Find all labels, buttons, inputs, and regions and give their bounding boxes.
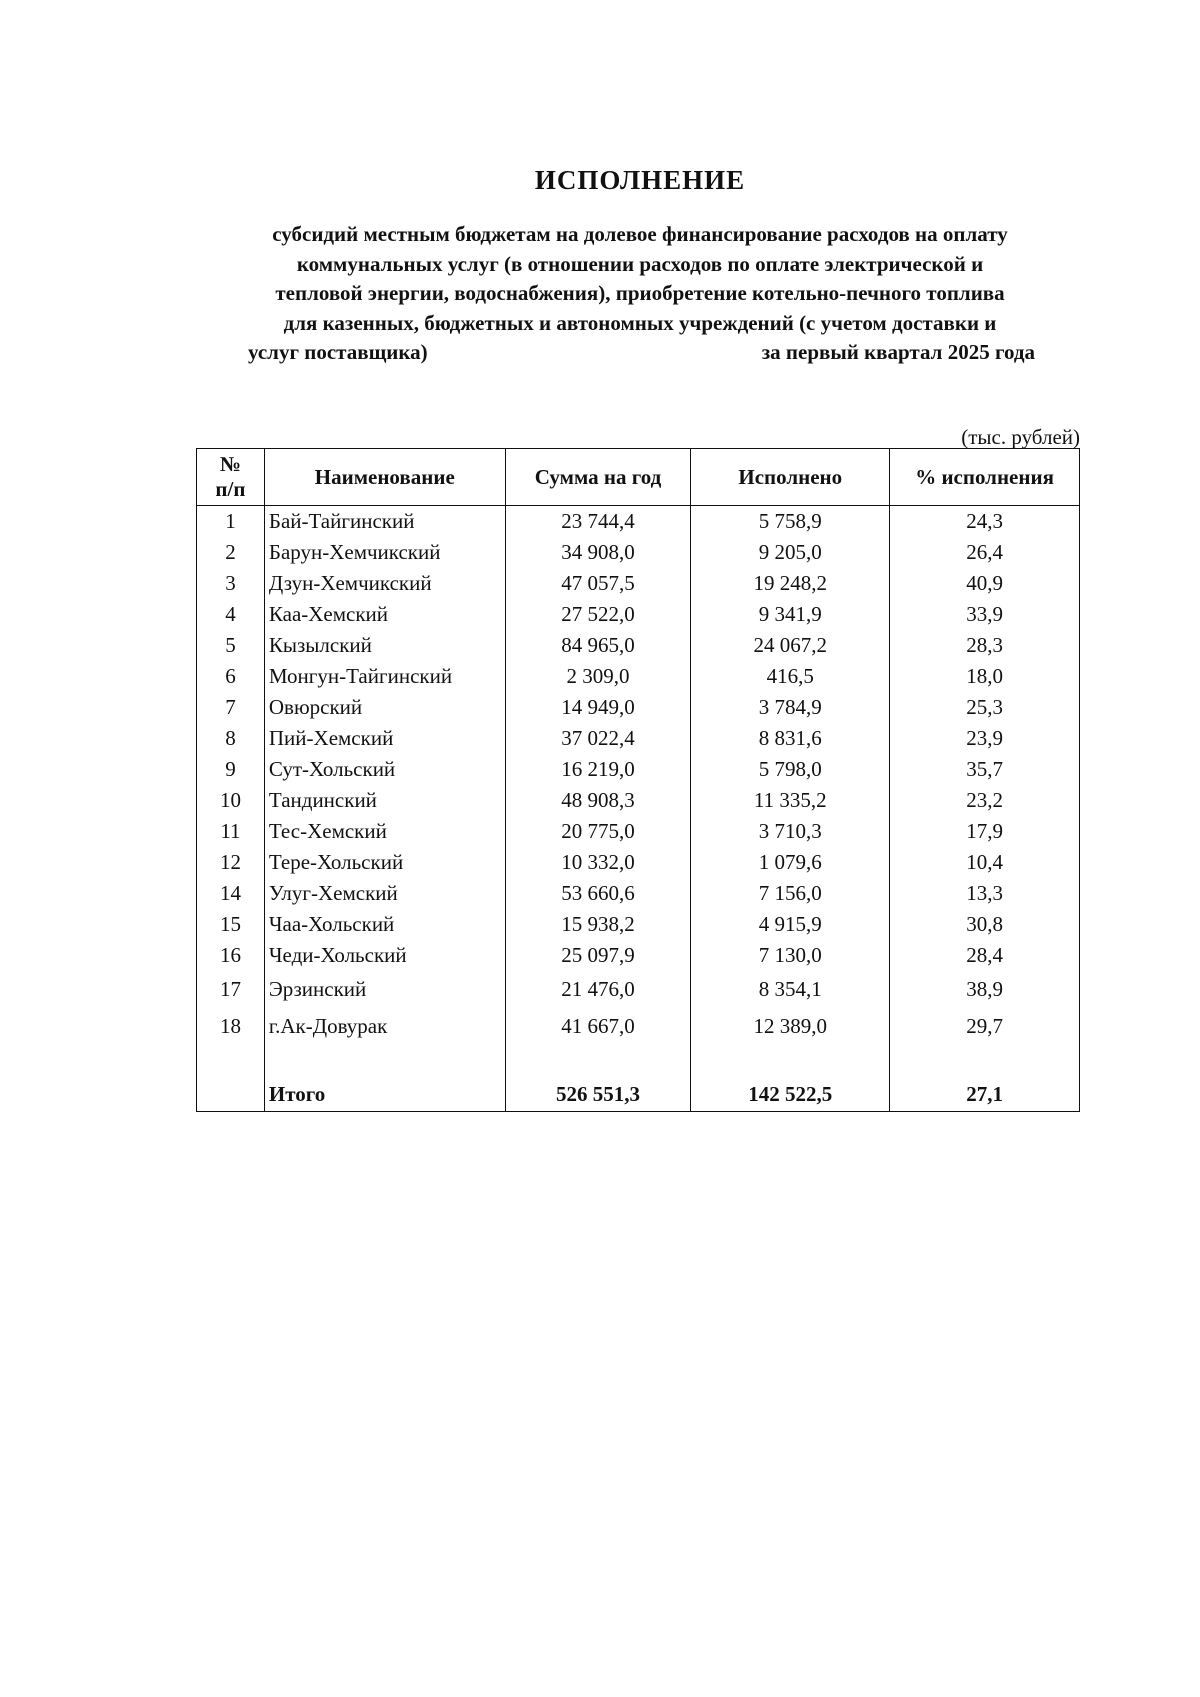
row-executed-cell: 416,5 (691, 661, 890, 692)
table-row (197, 816, 1080, 847)
row-executed-cell: 4 915,9 (691, 909, 890, 940)
total-label-cell: Итого (264, 1077, 505, 1112)
row-percent-cell: 29,7 (890, 1008, 1080, 1045)
table-row (197, 940, 1080, 971)
table-row (197, 599, 1080, 630)
table-row (197, 661, 1080, 692)
row-sum-year-cell: 53 660,6 (505, 878, 691, 909)
table-row (197, 785, 1080, 816)
document-subtitle (200, 220, 1080, 368)
subtitle-last-line (200, 338, 1080, 368)
row-sum-year-cell: 47 057,5 (505, 568, 691, 599)
subtitle-line: субсидий местным бюджетам на долевое финансирование расходов на оплату (272, 222, 1008, 246)
row-percent-cell: 40,9 (890, 568, 1080, 599)
row-executed-cell: 3 784,9 (691, 692, 890, 723)
row-sum-year-cell: 14 949,0 (505, 692, 691, 723)
row-name-cell: Овюрский (264, 692, 505, 723)
row-percent-cell: 28,4 (890, 940, 1080, 971)
execution-table (196, 448, 1080, 1112)
row-percent-cell: 28,3 (890, 630, 1080, 661)
row-name-cell: Чаа-Хольский (264, 909, 505, 940)
row-name-cell: Тере-Хольский (264, 847, 505, 878)
row-number-cell: 18 (197, 1008, 265, 1045)
table-row (197, 971, 1080, 1008)
row-executed-cell: 3 710,3 (691, 816, 890, 847)
row-sum-year-cell: 15 938,2 (505, 909, 691, 940)
row-percent-cell: 10,4 (890, 847, 1080, 878)
row-executed-cell: 19 248,2 (691, 568, 890, 599)
row-sum-year-cell: 23 744,4 (505, 506, 691, 538)
row-executed-cell: 11 335,2 (691, 785, 890, 816)
subtitle-line: тепловой энергии, водоснабжения), приобретение котельно-печного топлива (275, 281, 1005, 305)
total-number-cell (197, 1077, 265, 1112)
row-sum-year-cell: 41 667,0 (505, 1008, 691, 1045)
subtitle-line: для казенных, бюджетных и автономных учреждений (с учетом доставки и (283, 310, 997, 335)
header-sum-year: Сумма на год (505, 449, 691, 506)
row-sum-year-cell: 48 908,3 (505, 785, 691, 816)
row-percent-cell: 33,9 (890, 599, 1080, 630)
row-percent-cell: 23,2 (890, 785, 1080, 816)
row-name-cell: Улуг-Хемский (264, 878, 505, 909)
row-number-cell: 3 (197, 568, 265, 599)
header-num-line1: № (219, 452, 241, 476)
table-row (197, 1008, 1080, 1045)
table-row (197, 692, 1080, 723)
row-percent-cell: 17,9 (890, 816, 1080, 847)
row-sum-year-cell: 16 219,0 (505, 754, 691, 785)
row-number-cell: 9 (197, 754, 265, 785)
row-executed-cell: 9 341,9 (691, 599, 890, 630)
row-name-cell: Сут-Хольский (264, 754, 505, 785)
row-number-cell: 10 (197, 785, 265, 816)
row-executed-cell: 5 798,0 (691, 754, 890, 785)
row-number-cell: 7 (197, 692, 265, 723)
table-row (197, 847, 1080, 878)
spacer-cell (197, 1045, 265, 1077)
row-percent-cell: 35,7 (890, 754, 1080, 785)
row-executed-cell: 7 130,0 (691, 940, 890, 971)
total-sum-year-cell: 526 551,3 (505, 1077, 691, 1112)
table-row (197, 537, 1080, 568)
row-name-cell: Монгун-Тайгинский (264, 661, 505, 692)
row-number-cell: 12 (197, 847, 265, 878)
row-number-cell: 4 (197, 599, 265, 630)
row-executed-cell: 8 831,6 (691, 723, 890, 754)
row-number-cell: 14 (197, 878, 265, 909)
row-name-cell: Дзун-Хемчикский (264, 568, 505, 599)
spacer-cell (890, 1045, 1080, 1077)
total-row (197, 1077, 1080, 1112)
spacer-row (197, 1045, 1080, 1077)
document-title: ИСПОЛНЕНИЕ (534, 165, 746, 195)
row-executed-cell: 7 156,0 (691, 878, 890, 909)
row-number-cell: 2 (197, 537, 265, 568)
subtitle-last-left: услуг поставщика) (248, 340, 428, 364)
row-name-cell: Тес-Хемский (264, 816, 505, 847)
row-percent-cell: 24,3 (890, 506, 1080, 538)
table-row (197, 754, 1080, 785)
row-percent-cell: 25,3 (890, 692, 1080, 723)
table-row (197, 630, 1080, 661)
row-number-cell: 5 (197, 630, 265, 661)
row-name-cell: Эрзинский (264, 971, 505, 1008)
row-name-cell: Барун-Хемчикский (264, 537, 505, 568)
table-row (197, 506, 1080, 538)
row-name-cell: Каа-Хемский (264, 599, 505, 630)
row-sum-year-cell: 25 097,9 (505, 940, 691, 971)
spacer-cell (691, 1045, 890, 1077)
header-executed: Исполнено (691, 449, 890, 506)
row-number-cell: 1 (197, 506, 265, 538)
row-sum-year-cell: 84 965,0 (505, 630, 691, 661)
row-sum-year-cell: 21 476,0 (505, 971, 691, 1008)
row-executed-cell: 1 079,6 (691, 847, 890, 878)
table-row (197, 568, 1080, 599)
row-name-cell: г.Ак-Довурак (264, 1008, 505, 1045)
row-executed-cell: 9 205,0 (691, 537, 890, 568)
row-executed-cell: 12 389,0 (691, 1008, 890, 1045)
header-percent: % исполнения (890, 449, 1080, 506)
row-number-cell: 11 (197, 816, 265, 847)
row-percent-cell: 26,4 (890, 537, 1080, 568)
row-name-cell: Бай-Тайгинский (264, 506, 505, 538)
row-name-cell: Чеди-Хольский (264, 940, 505, 971)
row-sum-year-cell: 34 908,0 (505, 537, 691, 568)
row-number-cell: 16 (197, 940, 265, 971)
table-header-row (197, 449, 1080, 506)
spacer-cell (505, 1045, 691, 1077)
units-label: (тыс. рублей) (961, 425, 1080, 449)
header-num-line2: п/п (215, 477, 246, 501)
row-executed-cell: 24 067,2 (691, 630, 890, 661)
row-number-cell: 17 (197, 971, 265, 1008)
row-executed-cell: 5 758,9 (691, 506, 890, 538)
row-executed-cell: 8 354,1 (691, 971, 890, 1008)
table-body (197, 506, 1080, 1112)
header-num (197, 449, 265, 506)
row-percent-cell: 30,8 (890, 909, 1080, 940)
row-number-cell: 6 (197, 661, 265, 692)
table-row (197, 723, 1080, 754)
row-percent-cell: 13,3 (890, 878, 1080, 909)
row-sum-year-cell: 27 522,0 (505, 599, 691, 630)
header-name: Наименование (264, 449, 505, 506)
row-number-cell: 8 (197, 723, 265, 754)
row-sum-year-cell: 10 332,0 (505, 847, 691, 878)
row-sum-year-cell: 20 775,0 (505, 816, 691, 847)
total-executed-cell: 142 522,5 (691, 1077, 890, 1112)
row-percent-cell: 38,9 (890, 971, 1080, 1008)
table-row (197, 878, 1080, 909)
row-percent-cell: 18,0 (890, 661, 1080, 692)
row-name-cell: Тандинский (264, 785, 505, 816)
subtitle-line: коммунальных услуг (в отношении расходов по оплате электрической и (296, 251, 984, 276)
table-row (197, 909, 1080, 940)
total-percent-cell: 27,1 (890, 1077, 1080, 1112)
spacer-cell (264, 1045, 505, 1077)
row-name-cell: Пий-Хемский (264, 723, 505, 754)
row-name-cell: Кызылский (264, 630, 505, 661)
row-number-cell: 15 (197, 909, 265, 940)
row-percent-cell: 23,9 (890, 723, 1080, 754)
subtitle-period: за первый квартал 2025 года (761, 340, 1035, 364)
row-sum-year-cell: 2 309,0 (505, 661, 691, 692)
row-sum-year-cell: 37 022,4 (505, 723, 691, 754)
